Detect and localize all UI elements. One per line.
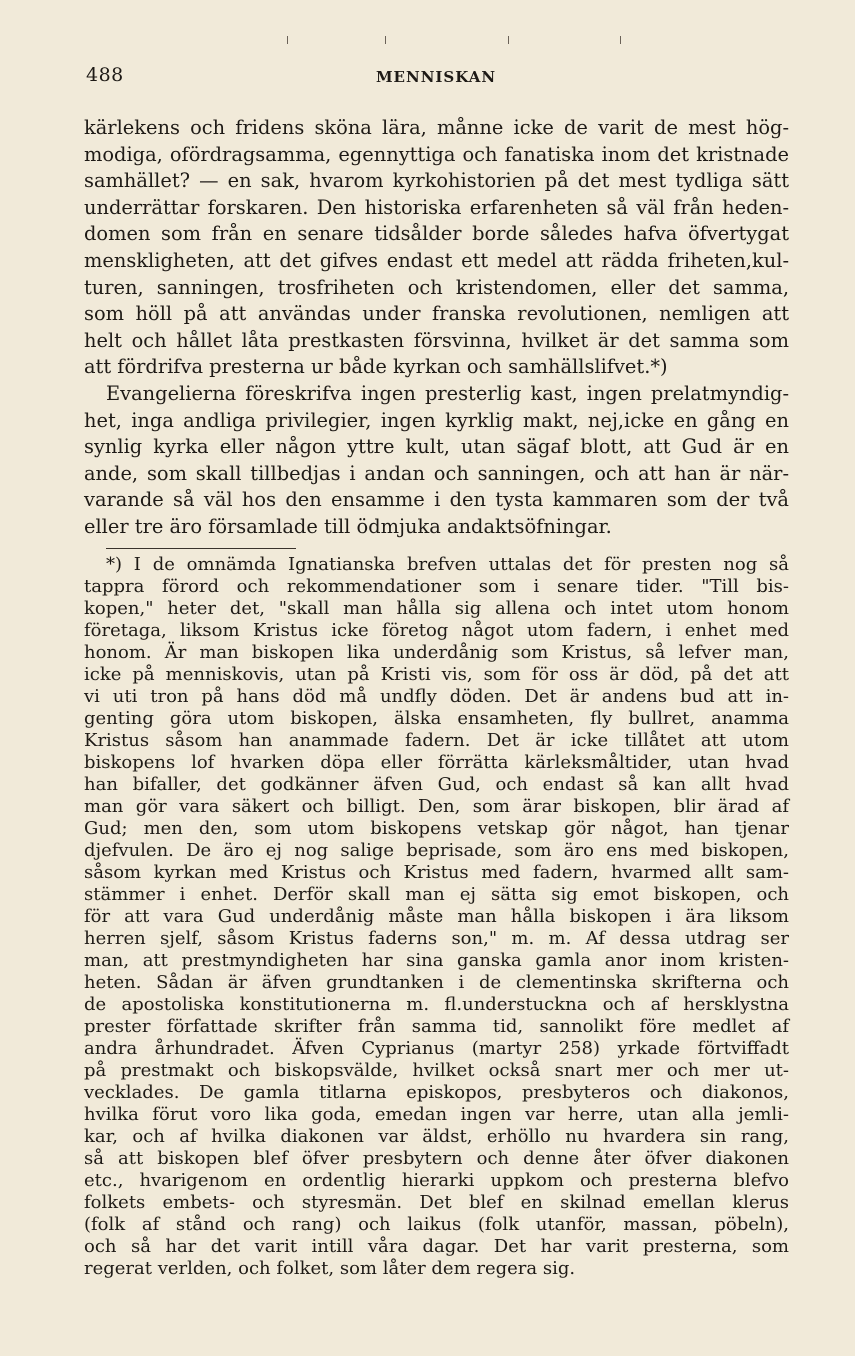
print-mark	[620, 36, 621, 44]
body-line: domen som från en senare tidsålder borde således hafva öfvertygat	[84, 222, 789, 246]
body-line: kärlekens och fridens sköna lära, månne icke de varit de mest hög-	[84, 116, 789, 139]
footnote-divider	[106, 548, 296, 549]
footnote-line: man gör vara säkert och billigt. Den, som ärar biskopen, blir ärad af	[84, 796, 789, 817]
footnote-line: folkets embets- och styresmän. Det blef en skilnad emellan klerus	[84, 1192, 789, 1213]
footnote-line: heten. Sådan är äfven grundtanken i de clementinska skrifterna och	[84, 972, 789, 993]
footnote-line: på prestmakt och biskopsvälde, hvilket också snart mer och mer ut-	[84, 1060, 789, 1081]
body-line: Evangelierna föreskrifva ingen presterlig kast, ingen prelatmyndig-	[106, 381, 789, 405]
running-head: MENNISKAN	[375, 68, 497, 86]
footnote-line: Gud; men den, som utom biskopens vetskap gör något, han tjenar	[84, 818, 789, 839]
footnote-line: *) I de omnämda Ignatianska brefven uttalas det för presten nog så	[106, 554, 789, 575]
footnote-line: tappra förord och rekommendationer som i senare tider. "Till bis-	[84, 576, 789, 597]
footnote-line: så att biskopen blef öfver presbytern och denne åter öfver diakonen	[84, 1148, 789, 1169]
footnote-line: etc., hvarigenom en ordentlig hierarki uppkom och presterna blefvo	[84, 1170, 789, 1191]
body-line: samhället? — en sak, hvarom kyrkohistorien på det mest tydliga sätt	[84, 169, 789, 193]
body-line: helt och hållet låta prestkasten försvinna, hvilket är det samma som	[84, 328, 789, 352]
footnote-line: stämmer i enhet. Derför skall man ej sätta sig emot biskopen, och	[84, 884, 789, 905]
footnote-line: för att vara Gud underdånig måste man hålla biskopen i ära liksom	[84, 906, 789, 927]
footnote-line: honom. Är man biskopen lika underdånig som Kristus, så lefver man,	[84, 642, 789, 663]
footnote-line: han bifaller, det godkänner äfven Gud, och endast så kan allt hvad	[84, 774, 789, 795]
footnote-line: man, att prestmyndigheten har sina ganska gamla anor inom kristen-	[84, 950, 789, 971]
print-mark	[508, 36, 509, 44]
footnote-line: icke på menniskovis, utan på Kristi vis, som för oss är död, på det att	[84, 664, 789, 685]
body-line: underrättar forskaren. Den historiska erfarenheten så väl från heden-	[84, 195, 789, 219]
body-line: het, inga andliga privilegier, ingen kyrklig makt, nej,icke en gång en	[84, 408, 789, 432]
footnote-line: såsom kyrkan med Kristus och Kristus med fadern, hvarmed allt sam-	[84, 862, 789, 883]
body-line: turen, sanningen, trosfriheten och kristendomen, eller det samma,	[84, 275, 789, 299]
body-line: varande så väl hos den ensamme i den tysta kammaren som der två	[84, 488, 789, 512]
body-line: som höll på att användas under franska revolutionen, nemligen att	[84, 302, 789, 326]
footnote-line: biskopens lof hvarken döpa eller förrätta kärleksmåltider, utan hvad	[84, 752, 789, 773]
footnote-line: kopen," heter det, "skall man hålla sig allena och intet utom honom	[84, 598, 789, 619]
print-mark	[385, 36, 386, 44]
footnote-line: genting göra utom biskopen, älska ensamheten, fly bullret, anamma	[84, 708, 789, 729]
footnote-line: och så har det varit intill våra dagar. Det har varit presterna, som	[84, 1236, 789, 1257]
body-line: att fördrifva presterna ur både kyrkan och samhällslifvet.*)	[84, 355, 668, 379]
print-marks	[0, 36, 855, 50]
footnote-line: (folk af stånd och rang) och laikus (folk utanför, massan, pöbeln),	[84, 1214, 789, 1235]
footnote-line: Kristus såsom han anammade fadern. Det är icke tillåtet att utom	[84, 730, 789, 751]
footnote-line: de apostoliska konstitutionerna m. fl.understuckna och af hersklystna	[84, 994, 789, 1015]
body-line: ande, som skall tillbedjas i andan och sanningen, och att han är när-	[84, 461, 789, 485]
body-line: modiga, ofördragsamma, egennyttiga och fanatiska inom det kristnade	[84, 142, 789, 166]
footnote-line: andra århundradet. Äfven Cyprianus (martyr 258) yrkade förtviffadt	[84, 1038, 789, 1059]
body-text	[84, 115, 789, 541]
body-line: synlig kyrka eller någon yttre kult, utan sägaf blott, att Gud är en	[84, 435, 789, 459]
footnote-line: herren sjelf, såsom Kristus faderns son," m. m. Af dessa utdrag ser	[84, 928, 789, 949]
page-header	[86, 64, 786, 92]
body-line: menskligheten, att det gifves endast ett medel att rädda friheten,kul-	[84, 248, 789, 272]
footnote-line: hvilka förut voro lika goda, emedan ingen var herre, utan alla jemli-	[84, 1104, 789, 1125]
footnote	[84, 554, 789, 1280]
print-mark	[287, 36, 288, 44]
page-number: 488	[86, 64, 124, 86]
body-line: eller tre äro församlade till ödmjuka andaktsöfningar.	[84, 514, 612, 538]
footnote-line: företaga, liksom Kristus icke företog något utom fadern, i enhet med	[84, 620, 789, 641]
footnote-line: kar, och af hvilka diakonen var äldst, erhöllo nu hvardera sin rang,	[84, 1126, 789, 1147]
footnote-line: vecklades. De gamla titlarna episkopos, presbyteros och diakonos,	[84, 1082, 789, 1103]
footnote-line: vi uti tron på hans död må undfly döden. Det är andens bud att in-	[84, 686, 789, 707]
footnote-line: regerat verlden, och folket, som låter dem regera sig.	[84, 1258, 576, 1279]
footnote-line: djefvulen. De äro ej nog salige beprisade, som äro ens med biskopen,	[84, 840, 789, 861]
footnote-line: prester författade skrifter från samma tid, sannolikt före medlet af	[84, 1016, 789, 1037]
